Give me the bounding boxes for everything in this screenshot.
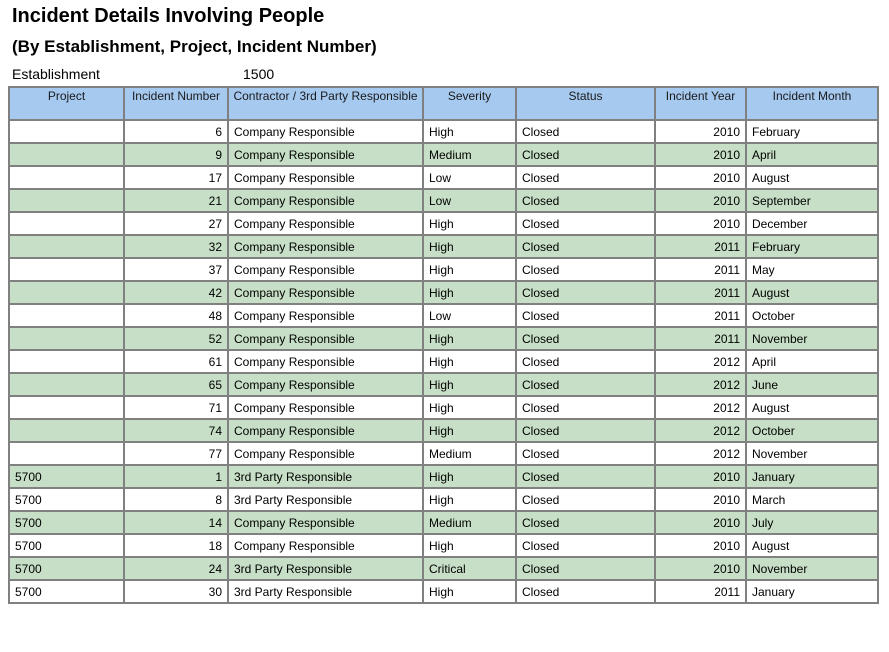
cell-incident-month: December xyxy=(747,213,877,234)
column-header-incident-year: Incident Year xyxy=(656,88,745,119)
cell-responsible: 3rd Party Responsible xyxy=(229,558,422,579)
cell-severity: High xyxy=(424,535,515,556)
table-row xyxy=(10,190,877,211)
cell-responsible: Company Responsible xyxy=(229,535,422,556)
cell-responsible: Company Responsible xyxy=(229,328,422,349)
cell-severity: High xyxy=(424,351,515,372)
establishment-label: Establishment xyxy=(12,66,100,82)
cell-responsible: 3rd Party Responsible xyxy=(229,489,422,510)
cell-status: Closed xyxy=(517,397,654,418)
cell-status: Closed xyxy=(517,558,654,579)
cell-severity: High xyxy=(424,489,515,510)
report-title: Incident Details Involving People xyxy=(12,5,325,27)
cell-project xyxy=(10,420,123,441)
column-header-severity: Severity xyxy=(424,88,515,119)
cell-incident-year: 2010 xyxy=(656,535,745,556)
cell-incident-number: 77 xyxy=(125,443,227,464)
column-header-project: Project xyxy=(10,88,123,119)
table-row xyxy=(10,535,877,556)
cell-project: 5700 xyxy=(10,535,123,556)
cell-incident-year: 2011 xyxy=(656,328,745,349)
cell-project: 5700 xyxy=(10,489,123,510)
cell-status: Closed xyxy=(517,489,654,510)
cell-incident-year: 2010 xyxy=(656,558,745,579)
cell-severity: Low xyxy=(424,167,515,188)
cell-status: Closed xyxy=(517,282,654,303)
cell-severity: High xyxy=(424,581,515,602)
table-row xyxy=(10,259,877,280)
cell-incident-number: 65 xyxy=(125,374,227,395)
cell-incident-year: 2011 xyxy=(656,581,745,602)
cell-incident-number: 14 xyxy=(125,512,227,533)
cell-responsible: Company Responsible xyxy=(229,121,422,142)
cell-incident-month: February xyxy=(747,121,877,142)
cell-project xyxy=(10,351,123,372)
column-header-incident-number: Incident Number xyxy=(125,88,227,119)
cell-incident-month: January xyxy=(747,581,877,602)
cell-incident-number: 52 xyxy=(125,328,227,349)
cell-severity: High xyxy=(424,213,515,234)
cell-incident-number: 30 xyxy=(125,581,227,602)
table-row xyxy=(10,305,877,326)
cell-responsible: Company Responsible xyxy=(229,305,422,326)
establishment-value: 1500 xyxy=(243,66,275,82)
cell-status: Closed xyxy=(517,351,654,372)
cell-incident-number: 18 xyxy=(125,535,227,556)
table-row xyxy=(10,374,877,395)
cell-project: 5700 xyxy=(10,558,123,579)
cell-incident-month: August xyxy=(747,282,877,303)
cell-project xyxy=(10,121,123,142)
cell-severity: High xyxy=(424,466,515,487)
cell-incident-year: 2010 xyxy=(656,466,745,487)
cell-responsible: Company Responsible xyxy=(229,236,422,257)
cell-incident-month: November xyxy=(747,328,877,349)
cell-incident-number: 9 xyxy=(125,144,227,165)
cell-project xyxy=(10,282,123,303)
cell-incident-year: 2010 xyxy=(656,213,745,234)
cell-severity: High xyxy=(424,397,515,418)
cell-incident-year: 2012 xyxy=(656,351,745,372)
table-row xyxy=(10,121,877,142)
cell-project xyxy=(10,144,123,165)
cell-severity: High xyxy=(424,374,515,395)
cell-incident-year: 2010 xyxy=(656,489,745,510)
table-row xyxy=(10,328,877,349)
cell-incident-year: 2012 xyxy=(656,420,745,441)
cell-severity: Medium xyxy=(424,512,515,533)
cell-incident-month: May xyxy=(747,259,877,280)
cell-severity: Critical xyxy=(424,558,515,579)
column-header-responsible: Contractor / 3rd Party Responsible xyxy=(229,88,422,119)
cell-incident-month: July xyxy=(747,512,877,533)
table-row xyxy=(10,167,877,188)
cell-severity: Medium xyxy=(424,144,515,165)
cell-incident-number: 24 xyxy=(125,558,227,579)
column-header-incident-month: Incident Month xyxy=(747,88,877,119)
table-row xyxy=(10,581,877,602)
cell-incident-year: 2012 xyxy=(656,397,745,418)
cell-incident-month: March xyxy=(747,489,877,510)
cell-incident-number: 42 xyxy=(125,282,227,303)
cell-responsible: Company Responsible xyxy=(229,144,422,165)
cell-project xyxy=(10,443,123,464)
table-row xyxy=(10,420,877,441)
cell-status: Closed xyxy=(517,167,654,188)
cell-incident-number: 21 xyxy=(125,190,227,211)
cell-status: Closed xyxy=(517,581,654,602)
cell-status: Closed xyxy=(517,466,654,487)
cell-severity: High xyxy=(424,420,515,441)
cell-incident-month: June xyxy=(747,374,877,395)
report-subtitle: (By Establishment, Project, Incident Number) xyxy=(12,37,377,56)
cell-status: Closed xyxy=(517,374,654,395)
cell-incident-month: October xyxy=(747,305,877,326)
cell-incident-month: April xyxy=(747,351,877,372)
cell-severity: Medium xyxy=(424,443,515,464)
cell-status: Closed xyxy=(517,512,654,533)
cell-responsible: Company Responsible xyxy=(229,213,422,234)
cell-severity: High xyxy=(424,259,515,280)
cell-responsible: Company Responsible xyxy=(229,512,422,533)
cell-severity: High xyxy=(424,121,515,142)
table-row xyxy=(10,351,877,372)
cell-severity: Low xyxy=(424,305,515,326)
cell-status: Closed xyxy=(517,213,654,234)
cell-incident-month: August xyxy=(747,535,877,556)
cell-incident-year: 2010 xyxy=(656,190,745,211)
cell-severity: High xyxy=(424,282,515,303)
cell-incident-number: 27 xyxy=(125,213,227,234)
cell-severity: High xyxy=(424,328,515,349)
cell-incident-number: 6 xyxy=(125,121,227,142)
cell-project xyxy=(10,374,123,395)
cell-status: Closed xyxy=(517,236,654,257)
cell-project xyxy=(10,190,123,211)
cell-responsible: Company Responsible xyxy=(229,397,422,418)
table-header-row xyxy=(10,88,877,119)
cell-project xyxy=(10,167,123,188)
cell-incident-month: January xyxy=(747,466,877,487)
cell-incident-year: 2012 xyxy=(656,374,745,395)
table-body xyxy=(10,121,877,602)
table-row xyxy=(10,489,877,510)
cell-responsible: Company Responsible xyxy=(229,443,422,464)
cell-incident-number: 37 xyxy=(125,259,227,280)
cell-incident-number: 48 xyxy=(125,305,227,326)
cell-incident-year: 2011 xyxy=(656,236,745,257)
cell-project: 5700 xyxy=(10,581,123,602)
cell-incident-month: September xyxy=(747,190,877,211)
cell-responsible: Company Responsible xyxy=(229,190,422,211)
cell-status: Closed xyxy=(517,535,654,556)
cell-responsible: Company Responsible xyxy=(229,374,422,395)
cell-incident-number: 17 xyxy=(125,167,227,188)
table-row xyxy=(10,443,877,464)
cell-incident-year: 2011 xyxy=(656,305,745,326)
column-header-status: Status xyxy=(517,88,654,119)
cell-project: 5700 xyxy=(10,512,123,533)
cell-incident-year: 2010 xyxy=(656,167,745,188)
cell-responsible: Company Responsible xyxy=(229,351,422,372)
cell-incident-number: 32 xyxy=(125,236,227,257)
cell-project xyxy=(10,259,123,280)
cell-status: Closed xyxy=(517,443,654,464)
incident-table xyxy=(8,86,879,604)
cell-responsible: Company Responsible xyxy=(229,420,422,441)
cell-incident-year: 2011 xyxy=(656,259,745,280)
cell-project xyxy=(10,213,123,234)
cell-status: Closed xyxy=(517,259,654,280)
cell-incident-year: 2010 xyxy=(656,144,745,165)
cell-incident-year: 2011 xyxy=(656,282,745,303)
cell-incident-month: August xyxy=(747,167,877,188)
table-row xyxy=(10,558,877,579)
cell-project xyxy=(10,236,123,257)
cell-responsible: Company Responsible xyxy=(229,167,422,188)
table-row xyxy=(10,213,877,234)
cell-incident-month: April xyxy=(747,144,877,165)
cell-status: Closed xyxy=(517,420,654,441)
table-row xyxy=(10,144,877,165)
cell-incident-year: 2012 xyxy=(656,443,745,464)
table-row xyxy=(10,466,877,487)
cell-responsible: 3rd Party Responsible xyxy=(229,581,422,602)
cell-incident-month: November xyxy=(747,558,877,579)
cell-status: Closed xyxy=(517,190,654,211)
cell-incident-month: October xyxy=(747,420,877,441)
cell-status: Closed xyxy=(517,305,654,326)
cell-incident-number: 71 xyxy=(125,397,227,418)
cell-responsible: 3rd Party Responsible xyxy=(229,466,422,487)
cell-incident-number: 1 xyxy=(125,466,227,487)
table-row xyxy=(10,236,877,257)
table-row xyxy=(10,282,877,303)
cell-incident-month: August xyxy=(747,397,877,418)
cell-status: Closed xyxy=(517,121,654,142)
cell-responsible: Company Responsible xyxy=(229,259,422,280)
cell-incident-number: 8 xyxy=(125,489,227,510)
cell-incident-month: November xyxy=(747,443,877,464)
cell-project: 5700 xyxy=(10,466,123,487)
cell-status: Closed xyxy=(517,328,654,349)
table-row xyxy=(10,397,877,418)
cell-severity: Low xyxy=(424,190,515,211)
cell-incident-year: 2010 xyxy=(656,121,745,142)
cell-incident-year: 2010 xyxy=(656,512,745,533)
cell-incident-number: 61 xyxy=(125,351,227,372)
table-row xyxy=(10,512,877,533)
cell-responsible: Company Responsible xyxy=(229,282,422,303)
cell-incident-month: February xyxy=(747,236,877,257)
cell-status: Closed xyxy=(517,144,654,165)
cell-incident-number: 74 xyxy=(125,420,227,441)
cell-project xyxy=(10,397,123,418)
cell-project xyxy=(10,305,123,326)
cell-severity: High xyxy=(424,236,515,257)
cell-project xyxy=(10,328,123,349)
